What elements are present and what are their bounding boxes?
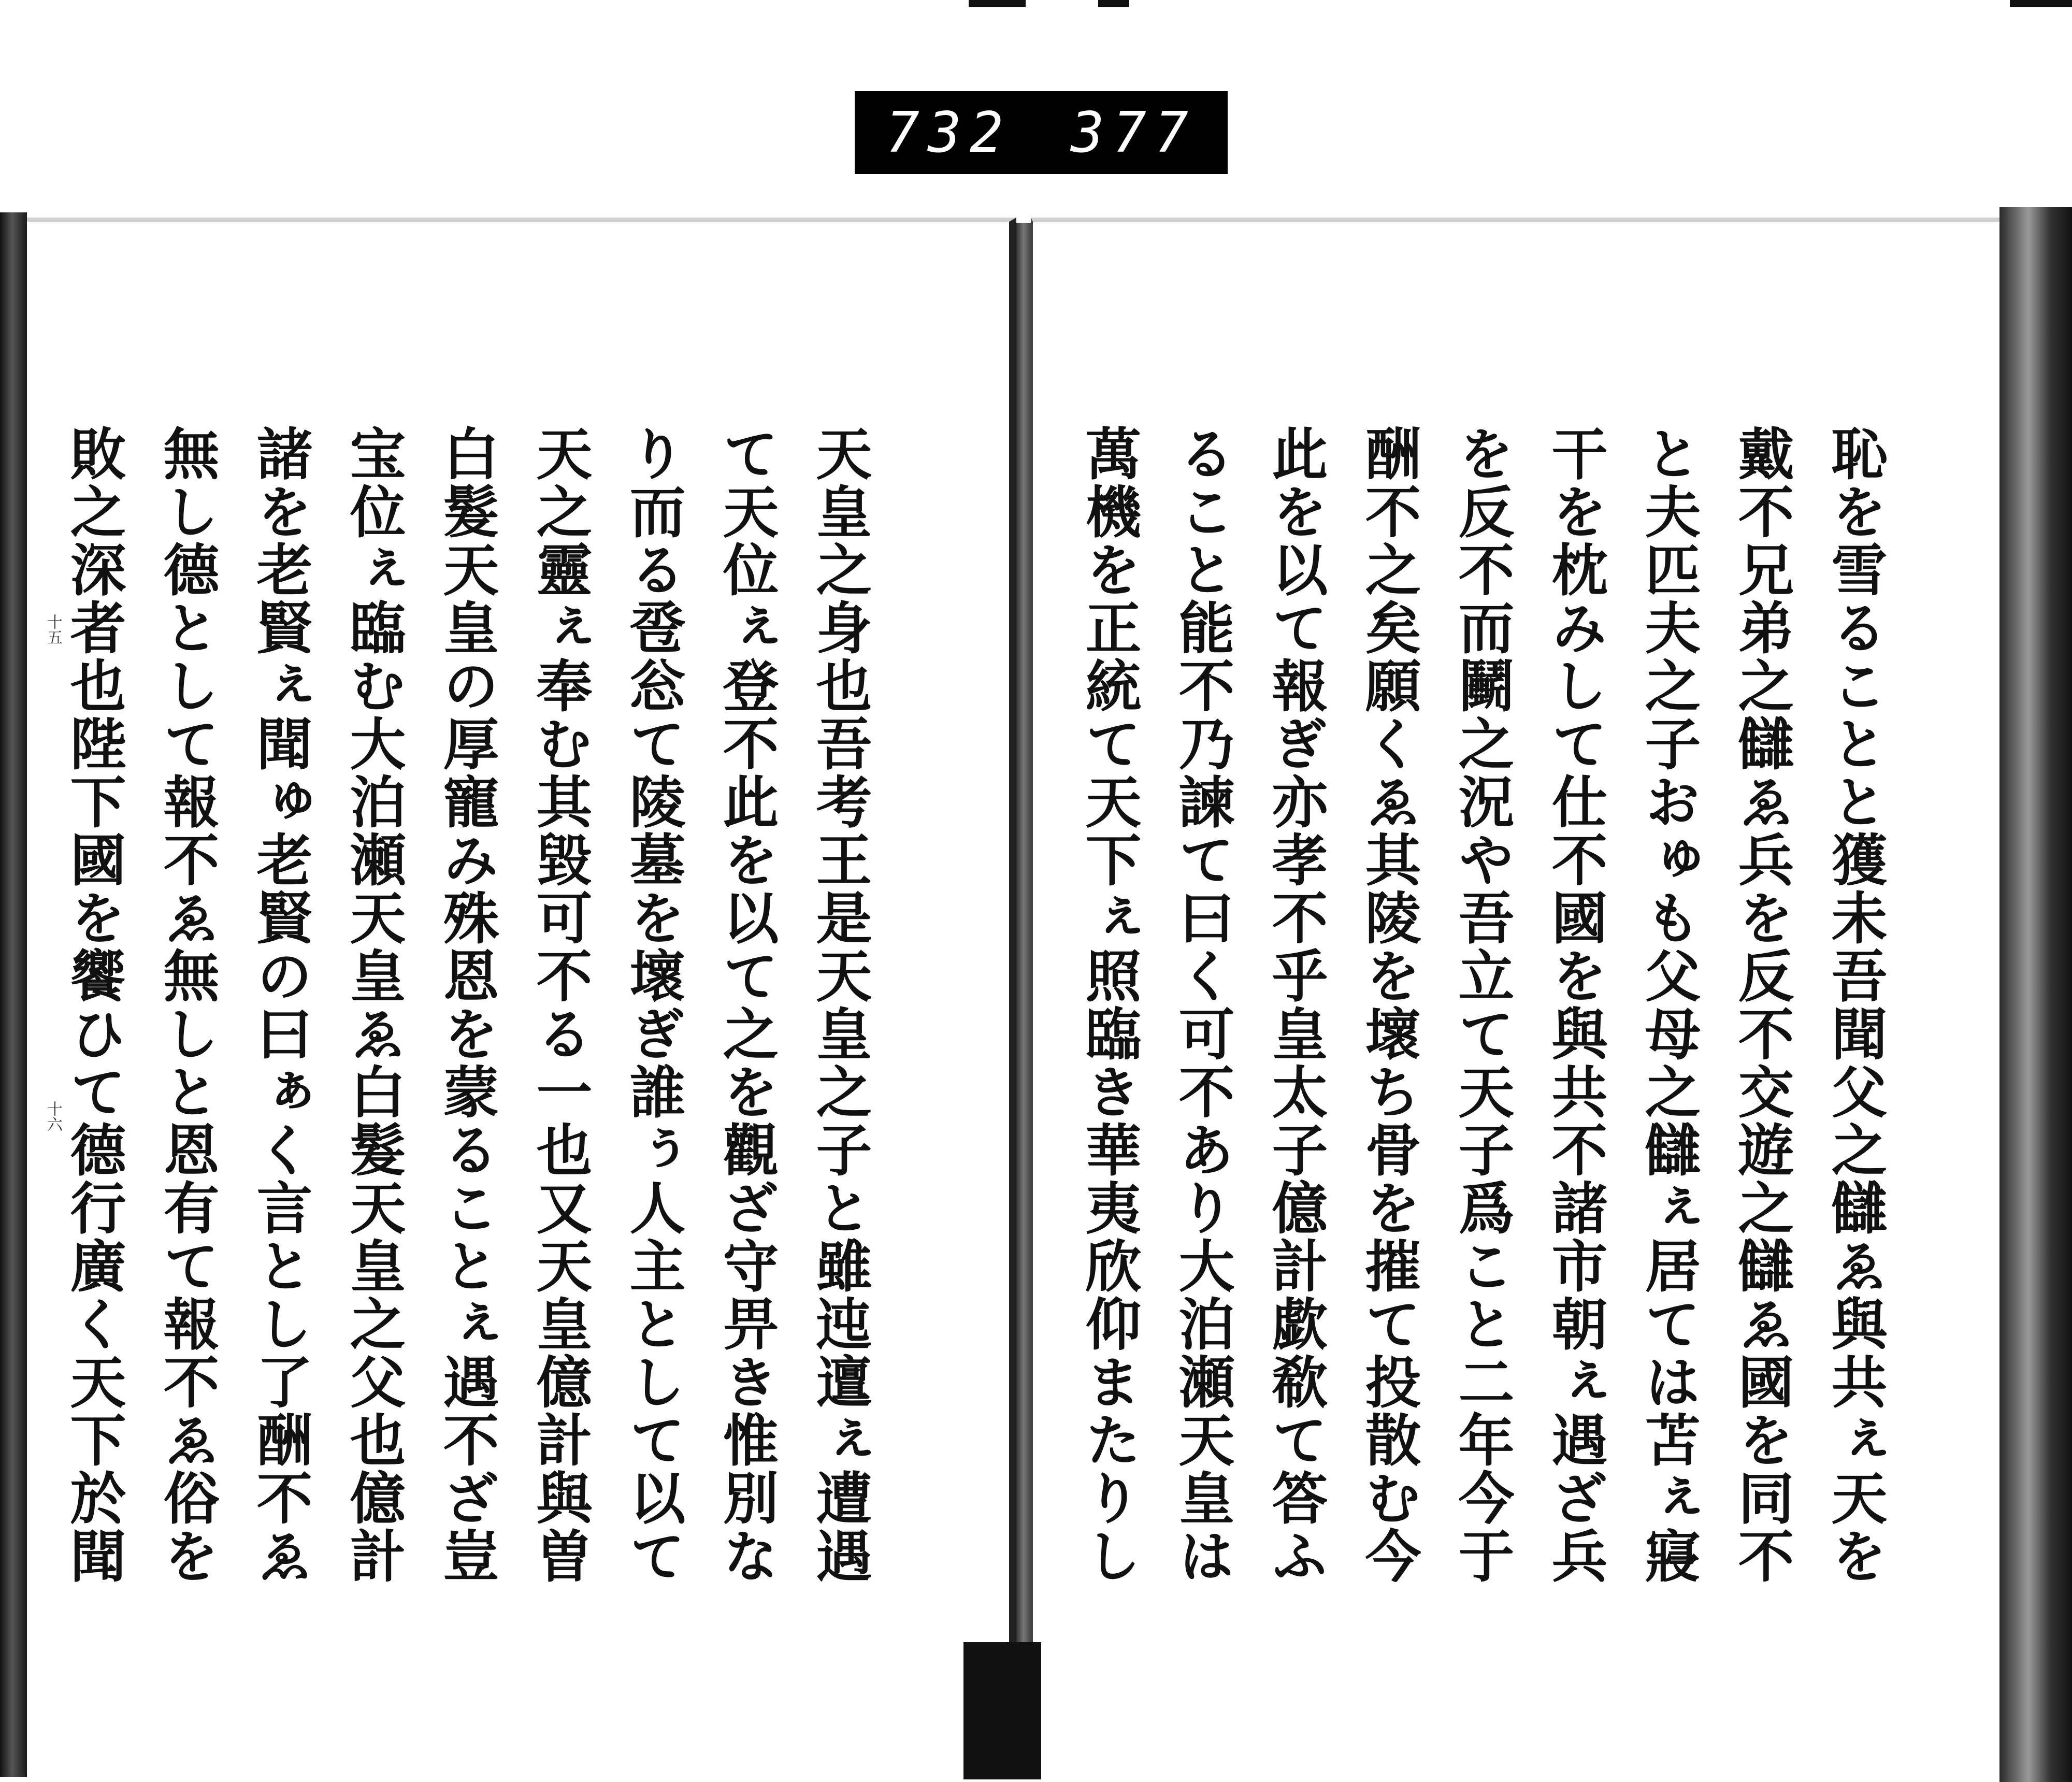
folio-mark: 十五 [44, 614, 62, 645]
text-column: 天之靈ぇ奉む其毀可不る一也又天皇億計與曽 [527, 425, 592, 1585]
text-column: ること能不乃諫て曰く可不あり大泊瀬天皇は [1169, 425, 1234, 1585]
text-column: て天位ぇ登不此を以て之を觀ざ守畀き惟別な [713, 425, 779, 1585]
text-column: 無し德として報不ゑ無しと恩有て報不ゑ俗を [154, 425, 219, 1585]
text-column: 干を枕みして仕不國を與共不諸市朝ぇ遇ざ兵 [1542, 425, 1607, 1585]
catalog-number-right: 377 [1070, 100, 1197, 165]
left-page-text [61, 425, 886, 1585]
text-column: 敗之深者也陛下國を饗ひて德行廣く天下於聞 [61, 425, 126, 1585]
right-page-text [1076, 425, 1901, 1585]
binding-block [963, 1642, 1041, 1779]
text-column: 萬機を正統て天下ぇ照臨き華夷欣仰またりし [1076, 425, 1141, 1585]
text-column: 戴不兄弟之讎ゑ兵を反不交遊之讎ゑ國を同不 [1729, 425, 1794, 1585]
book-edge-right [1999, 207, 2072, 1782]
top-edge-mark [969, 0, 1026, 7]
text-column: 恥を雪ることと獲未吾聞父之讎ゑ與共ぇ天を [1822, 425, 1887, 1585]
folio-mark: 十六 [44, 1101, 62, 1132]
text-column: 白髮天皇の厚寵み殊恩を蒙ることぇ遇不ざ豈 [434, 425, 499, 1585]
text-column: 諸を老賢ぇ聞ゅ老賢の曰ぁく言とし了酬不ゑ [247, 425, 312, 1585]
text-column: 酬不之矣願くゑ其陵を壞ち骨を摧て投散む今 [1356, 425, 1421, 1585]
top-edge-mark [1098, 0, 1129, 7]
catalog-number-left: 732 [886, 100, 1012, 165]
text-column: を反不而鬭之況や吾立て天子爲こと二年今于 [1449, 425, 1514, 1585]
text-column: 此を以て報ぎ亦孝不乎皇太子億計歔欷て答ふ [1262, 425, 1328, 1585]
text-column: と夫匹夫之子おゅも父母之讎ぇ居ては苫ぇ寢 [1635, 425, 1701, 1585]
book-gutter [1016, 223, 1031, 1764]
text-column: 天皇之身也吾考王是天皇之子と雖迍邅ぇ遭遇 [807, 425, 872, 1585]
book-edge-left [0, 212, 27, 1777]
catalog-label [855, 91, 1228, 174]
text-column: 宝位ぇ臨む大泊瀬天皇ゑ白髮天皇之父也億計 [340, 425, 406, 1585]
top-edge-mark [2010, 0, 2072, 7]
text-column: り而る卺忩て陵墓を壞ぎ誰ぅ人主として以て [620, 425, 685, 1585]
